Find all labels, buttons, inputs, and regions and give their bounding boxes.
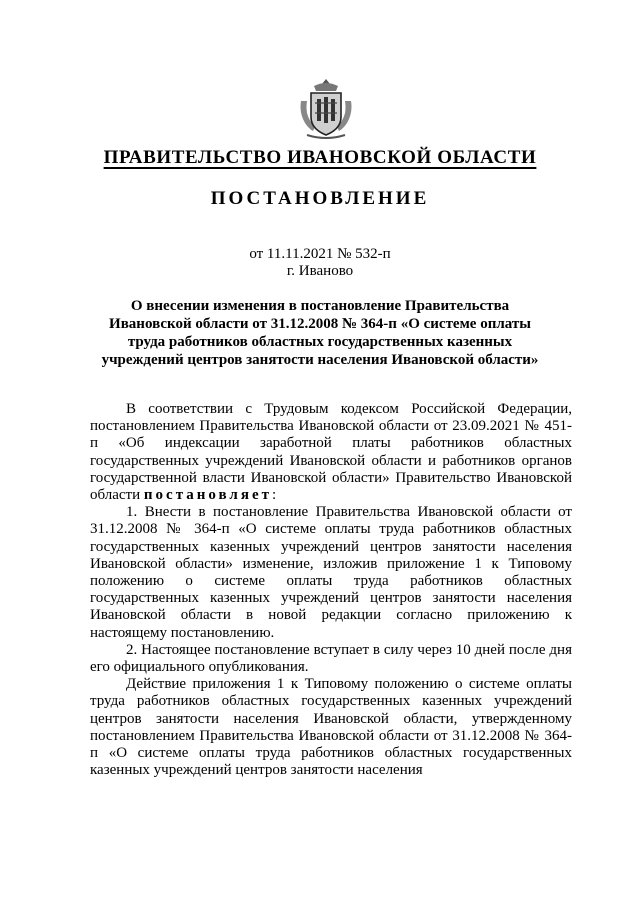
document-body: [90, 401, 572, 779]
item-1-paragraph: 1. Внести в постановление Правительства Ивановской области от 31.12.2008 № 364-п «О системе оплаты труда работников областных государственных казенных учреждений центров занятости населения Ивановской области» изменение, изложив приложение 1 к Типовому положению о системе оплаты труда работников областных государственных казенных учреждений центров занятости населения Ивановской области в новой редакции согласно приложению к настоящему постановлению.: [90, 504, 572, 641]
preamble-text: В соответствии с Трудовым кодексом Российской Федерации, постановлением Правительства Ивановской области от 23.09.2021 № 451-п «Об индексации заработной платы работников областных государственных учреждений Ивановской области и работников органов государственной власти Ивановской области» Правительство Ивановской области: [90, 401, 572, 504]
coat-of-arms-icon: [297, 77, 355, 141]
resolves-punct: :: [272, 487, 277, 504]
document-city: г. Иваново: [286, 263, 354, 279]
item-3-paragraph: Действие приложения 1 к Типовому положению о системе оплаты труда работников областных государственных казенных учреждений центров занятости населения Ивановской области, утвержденному постановлением Правительства Ивановской области от 31.12.2008 № 364-п «О системе оплаты труда работников областных государственных казенных учреждений центров занятости населения: [90, 676, 572, 779]
resolves-word: постановляет: [143, 487, 272, 504]
document-subject: О внесении изменения в постановление Правительства Ивановской области от 31.12.2008 № 364-п «О системе оплаты труда работников областных государственных казенных учреждений центров занятости населения Ивановской области»: [101, 298, 539, 368]
government-name: ПРАВИТЕЛЬСТВО ИВАНОВСКОЙ ОБЛАСТИ: [103, 147, 537, 168]
item-2-paragraph: 2. Настоящее постановление вступает в силу через 10 дней после дня его официального опубликования.: [90, 641, 572, 676]
document-type: ПОСТАНОВЛЕНИЕ: [210, 188, 430, 209]
preamble-paragraph: [90, 401, 572, 504]
document-date-number: от 11.11.2021 № 532-п: [249, 246, 391, 262]
